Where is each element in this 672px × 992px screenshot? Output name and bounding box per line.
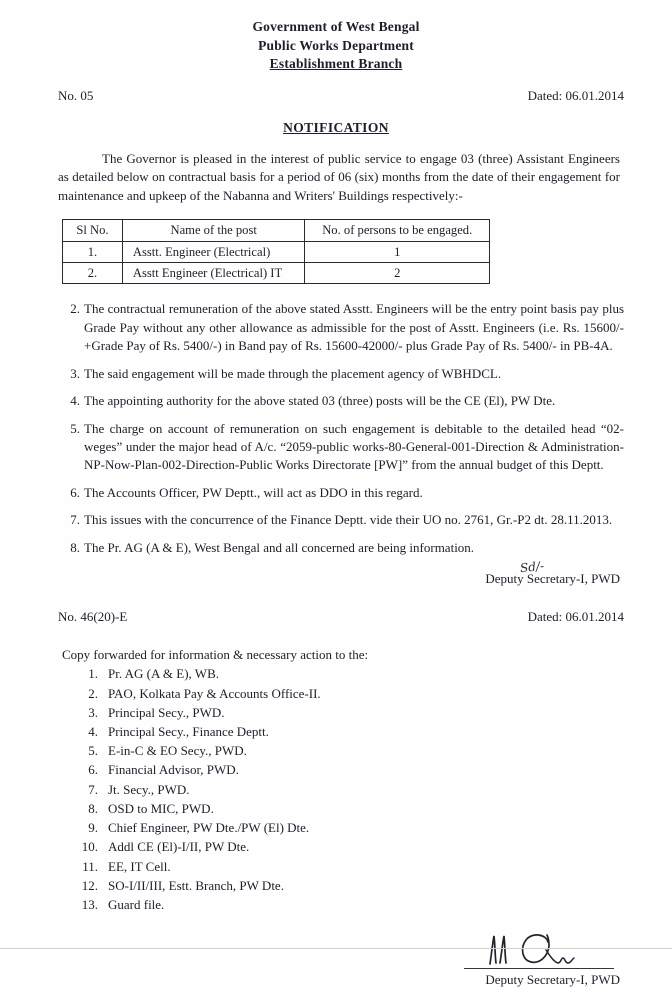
list-item [62, 511, 624, 529]
clause-text: The Pr. AG (A & E), West Bengal and all concerned are being information. [84, 539, 475, 555]
list-item [62, 420, 624, 475]
copy-item-number: 5. [88, 743, 98, 759]
memo-bottom-row [58, 609, 624, 625]
clause-text: The Accounts Officer, PW Deptt., will act as DDO in this regard. [84, 484, 423, 500]
table-cell-sl-no: 1. [63, 241, 123, 262]
memo-top-row [58, 88, 624, 104]
clause-number: 2. [70, 301, 80, 317]
copy-item-text: Guard file. [108, 897, 165, 913]
copy-item-number: 12. [81, 877, 98, 893]
copy-forwarded-list [62, 664, 672, 914]
letterhead-line-2: Public Works Department [258, 37, 414, 53]
memo-bottom-date: Dated: 06.01.2014 [527, 609, 624, 625]
clause-number: 6. [70, 484, 80, 500]
list-item [62, 857, 672, 876]
list-item [62, 895, 672, 914]
list-item [62, 703, 672, 722]
letterhead-line-1: Government of West Bengal [252, 19, 420, 34]
list-item [62, 799, 672, 818]
copy-item-number: 13. [81, 897, 98, 913]
handwritten-signature-icon [476, 930, 586, 970]
copy-item-text: SO-I/II/III, Estt. Branch, PW Dte. [108, 877, 284, 893]
copy-item-text: Principal Secy., PWD. [108, 704, 225, 720]
signature-rule [464, 968, 614, 969]
table-header-row [63, 220, 490, 241]
copy-item-number: 3. [88, 704, 98, 720]
scan-page-edge [0, 948, 672, 949]
list-item [62, 780, 672, 799]
copy-item-number: 7. [88, 781, 98, 797]
table-cell-post: Asstt Engineer (Electrical) IT [122, 262, 305, 283]
signature-block-primary [0, 559, 672, 587]
table-cell-count: 2 [305, 262, 490, 283]
copy-forwarded-heading: Copy forwarded for information & necessary action to the: [62, 647, 369, 663]
copy-item-text: PAO, Kolkata Pay & Accounts Office-II. [108, 685, 321, 701]
list-item [62, 760, 672, 779]
post-table [62, 219, 490, 284]
list-item [62, 300, 624, 355]
clause-number: 5. [70, 420, 80, 436]
copy-item-text: EE, IT Cell. [108, 858, 171, 874]
list-item [62, 876, 672, 895]
copy-item-text: OSD to MIC, PWD. [108, 800, 214, 816]
sd-handwritten-mark: Sd/- [519, 559, 545, 576]
preamble-paragraph: The Governor is pleased in the interest of public service to engage 03 (three) Assistant Engineers as detailed below on contractual basis for a period of 06 (six) months from the date of their engagement for maintenance and upkeep of the Nabanna and Writers' Buildings respectively:- [58, 150, 620, 203]
memo-top-number: No. 05 [58, 87, 94, 103]
list-item [62, 484, 624, 502]
list-item [62, 664, 672, 683]
copy-item-text: Financial Advisor, PWD. [108, 762, 239, 778]
table-cell-count: 1 [305, 241, 490, 262]
clause-text: The appointing authority for the above stated 03 (three) posts will be the CE (El), PW Dte. [84, 393, 556, 409]
copy-item-number: 2. [88, 685, 98, 701]
letterhead [0, 0, 672, 74]
list-item [62, 837, 672, 856]
table-cell-post: Asstt. Engineer (Electrical) [122, 241, 305, 262]
clause-text: The contractual remuneration of the above stated Asstt. Engineers will be the entry point basis pay plus Grade Pay without any other allowance as admissible for the post of Asstt. Engineers (i.e. Rs. 15600/-+Grade Pay of Rs. 5400/-) in Band pay of Rs. 15600-42000/- plus Grade Pay of Rs. 5400/- in PB-4A. [84, 301, 624, 354]
list-item [62, 365, 624, 383]
copy-item-number: 10. [81, 839, 98, 855]
table-row [63, 241, 490, 262]
copy-item-number: 4. [88, 724, 98, 739]
copy-item-number: 9. [88, 820, 98, 836]
list-item [62, 684, 672, 703]
clause-text: The said engagement will be made through the placement agency of WBHDCL. [84, 365, 502, 381]
memo-top-date: Dated: 06.01.2014 [527, 87, 624, 103]
page-title: NOTIFICATION [283, 119, 389, 135]
copy-item-number: 8. [88, 800, 98, 816]
table-cell-sl-no: 2. [63, 262, 123, 283]
copy-item-text: E-in-C & EO Secy., PWD. [108, 743, 247, 759]
clause-list [62, 300, 624, 557]
table-header-post: Name of the post [122, 220, 305, 241]
letterhead-line-3: Establishment Branch [269, 56, 403, 72]
signature-name: Deputy Secretary-I, PWD [485, 571, 620, 587]
copy-item-number: 11. [82, 858, 98, 874]
list-item [62, 392, 624, 410]
copy-item-text: Principal Secy., Finance Deptt. [108, 724, 269, 739]
list-item [62, 539, 624, 557]
clause-number: 8. [70, 539, 80, 555]
table-row [63, 262, 490, 283]
table-header-count: No. of persons to be engaged. [305, 220, 490, 241]
copy-item-number: 1. [88, 666, 98, 682]
copy-item-text: Pr. AG (A & E), WB. [108, 666, 219, 682]
clause-number: 7. [70, 512, 80, 528]
clause-text: The charge on account of remuneration on such engagement is debitable to the detailed head “02-weges” under the major head of A/c. “2059-public works-80-General-001-Direction & Administration-NP-Now-Plan-002-Direction-Public Works Directorate [PW]” from the annual budget of this Deptt. [84, 420, 624, 473]
table-header-sl-no: Sl No. [63, 220, 123, 241]
signature-block-final [0, 928, 672, 992]
clause-text: This issues with the concurrence of the Finance Deptt. vide their UO no. 2761, Gr.-P2 dt. 28.11.2013. [84, 512, 613, 528]
memo-bottom-number: No. 46(20)-E [58, 609, 128, 625]
list-item [62, 741, 672, 760]
list-item [62, 818, 672, 837]
clause-number: 4. [70, 393, 80, 409]
copy-item-text: Jt. Secy., PWD. [108, 781, 190, 797]
list-item [62, 722, 672, 741]
copy-item-text: Addl CE (El)-I/II, PW Dte. [108, 839, 250, 855]
signature-name: Deputy Secretary-I, PWD [485, 972, 620, 988]
clause-number: 3. [70, 365, 80, 381]
post-table-wrapper [62, 219, 672, 284]
copy-item-number: 6. [88, 762, 98, 778]
copy-item-text: Chief Engineer, PW Dte./PW (El) Dte. [108, 820, 310, 836]
